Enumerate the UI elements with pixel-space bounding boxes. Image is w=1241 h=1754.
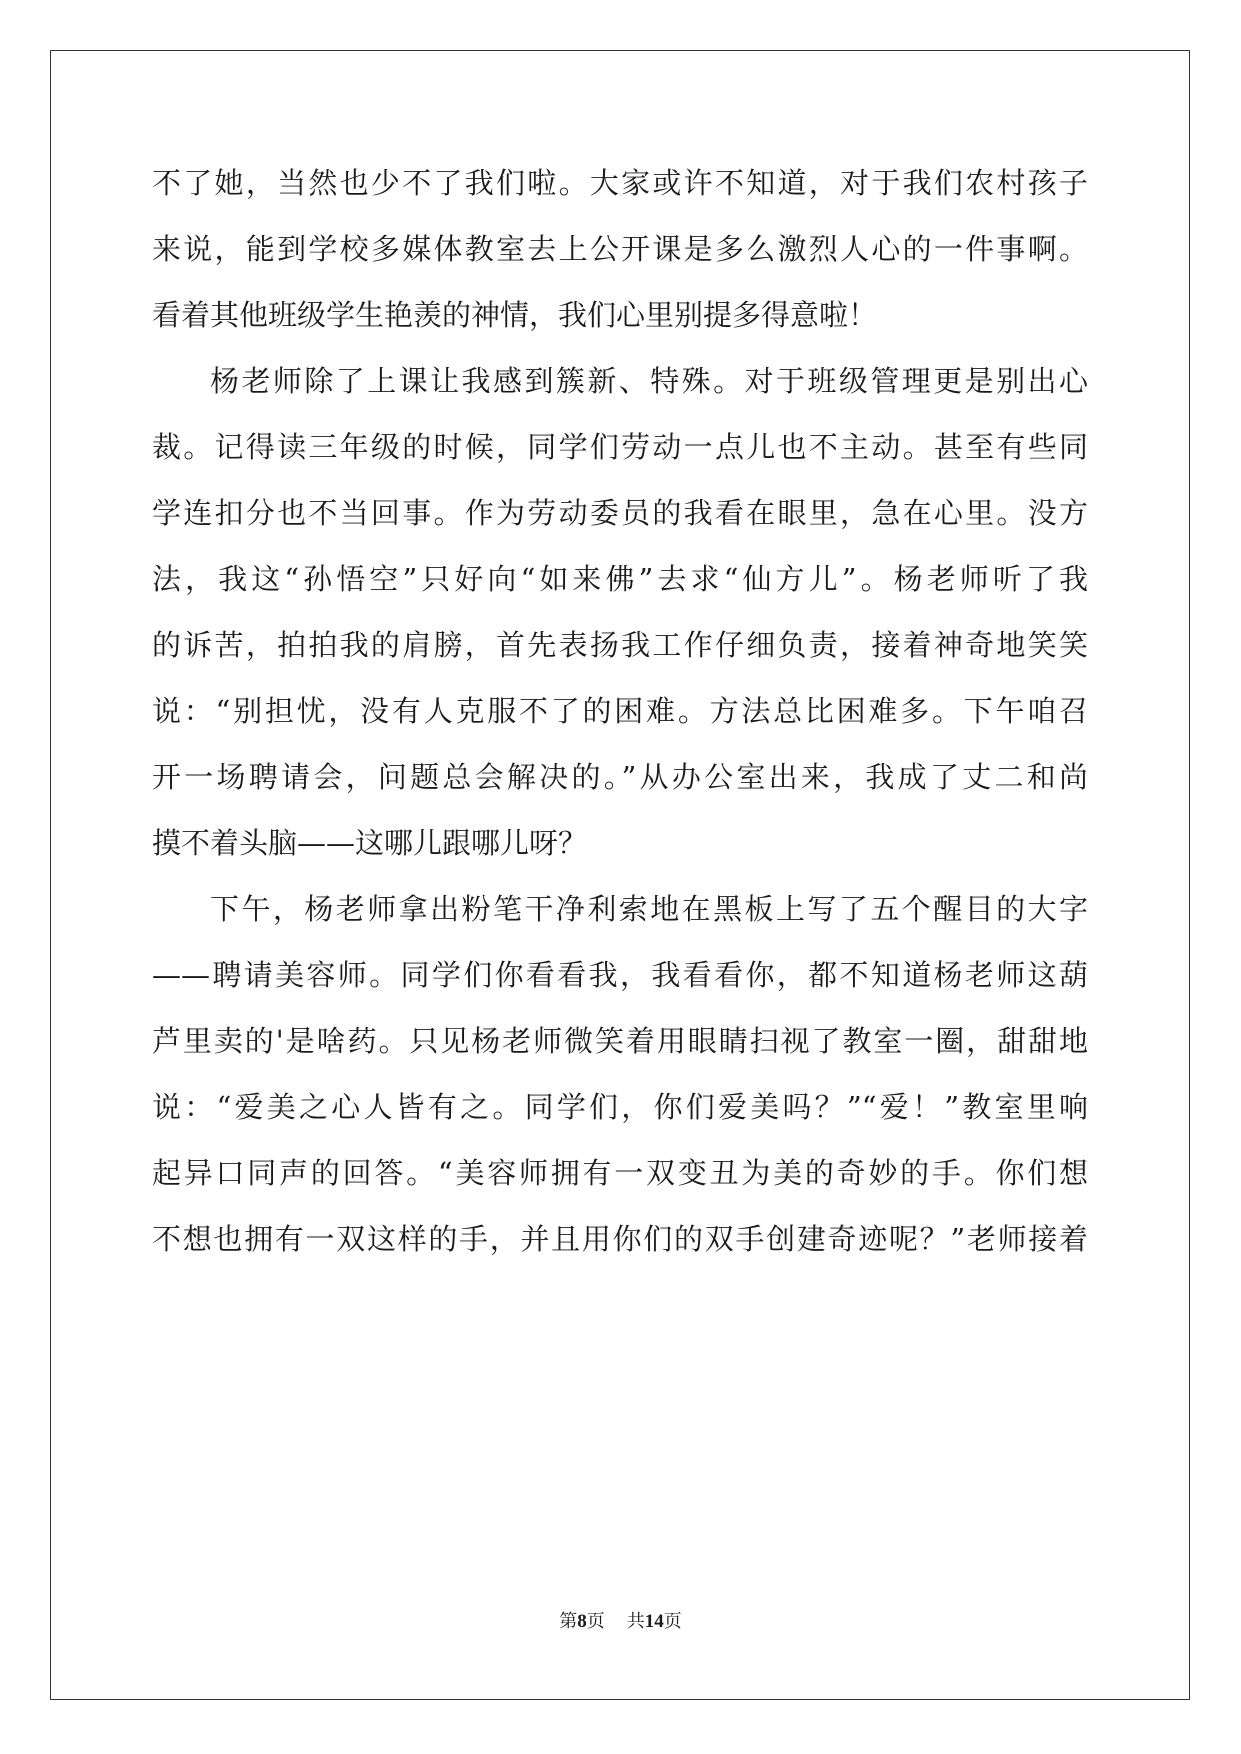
page-footer: [0, 1611, 1241, 1633]
text-line: 说：“别担忧，没有人克服不了的困难。方法总比困难多。下午咱召: [152, 694, 1088, 728]
document-body: [152, 160, 1088, 1282]
text-line: 不了她，当然也少不了我们啦。大家或许不知道，对于我们农村孩子: [152, 166, 1088, 200]
paragraph: [152, 886, 1088, 1282]
text-line: ——聘请美容师。同学们你看看我，我看看你，都不知道杨老师这葫: [152, 958, 1088, 992]
paragraph: [152, 358, 1088, 886]
footer-total-prefix: 共: [626, 1611, 645, 1632]
text-line: 摸不着头脑——这哪儿跟哪儿呀？: [152, 826, 588, 860]
text-line: 法，我这“孙悟空”只好向“如来佛”去求“仙方儿”。杨老师听了我: [152, 562, 1088, 596]
text-line: 开一场聘请会，问题总会解决的。”从办公室出来，我成了丈二和尚: [152, 760, 1088, 794]
footer-total-pages: 14: [644, 1611, 664, 1632]
footer-total-suffix: 页: [663, 1611, 682, 1632]
text-line: 杨老师除了上课让我感到簇新、特殊。对于班级管理更是别出心: [210, 364, 1088, 398]
text-line: 起异口同声的回答。“美容师拥有一双变丑为美的奇妙的手。你们想: [152, 1156, 1088, 1190]
text-line: 下午，杨老师拿出粉笔干净利索地在黑板上写了五个醒目的大字: [210, 892, 1088, 926]
footer-page-suffix: 页: [586, 1611, 605, 1632]
text-line: 的诉苦，拍拍我的肩膀，首先表扬我工作仔细负责，接着神奇地笑笑: [152, 628, 1088, 662]
text-line: 看着其他班级学生艳羡的神情，我们心里别提多得意啦！: [152, 298, 878, 332]
text-line: 裁。记得读三年级的时候，同学们劳动一点儿也不主动。甚至有些同: [152, 430, 1088, 464]
text-line: 芦里卖的'是啥药。只见杨老师微笑着用眼睛扫视了教室一圈，甜甜地: [152, 1024, 1088, 1058]
text-line: 说：“爱美之心人皆有之。同学们，你们爱美吗？”“爱！”教室里响: [152, 1090, 1088, 1124]
text-line: 来说，能到学校多媒体教室去上公开课是多么激烈人心的一件事啊。: [152, 232, 1088, 266]
text-line: 不想也拥有一双这样的手，并且用你们的双手创建奇迹呢？”老师接着: [152, 1222, 1088, 1256]
footer-page-number: 8: [577, 1611, 587, 1632]
footer-page-prefix: 第: [559, 1611, 578, 1632]
text-line: 学连扣分也不当回事。作为劳动委员的我看在眼里，急在心里。没方: [152, 496, 1088, 530]
paragraph: [152, 160, 1088, 358]
